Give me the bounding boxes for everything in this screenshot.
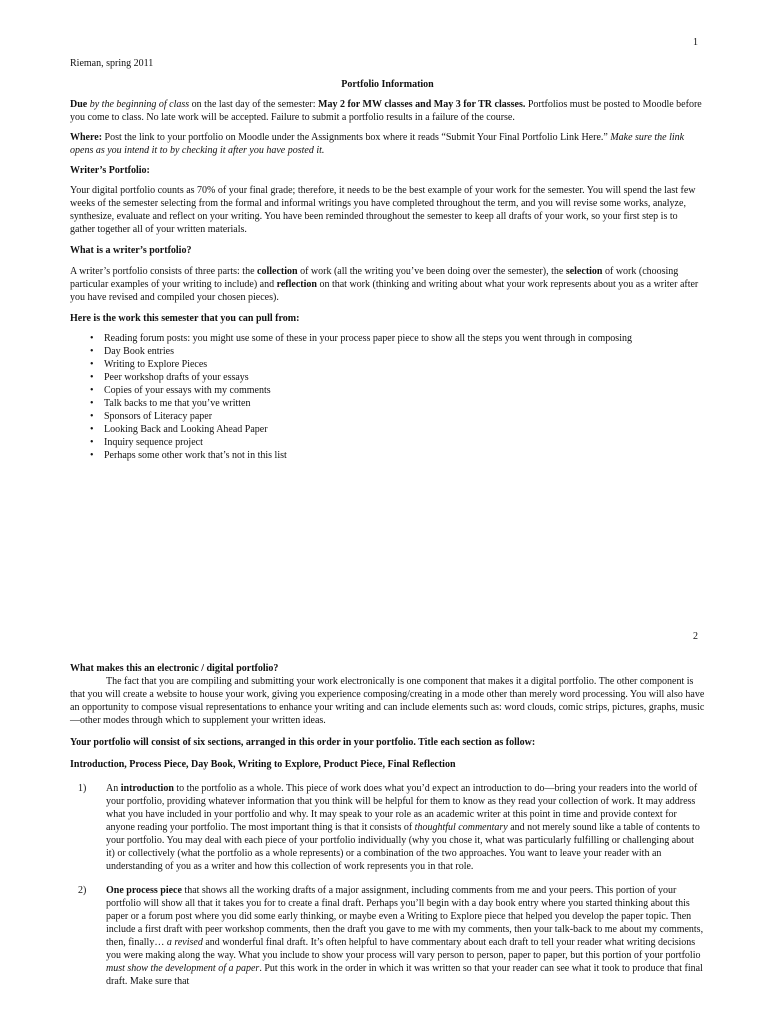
what-is-text-3: of work (choosing particular examples of your writing to include) and xyxy=(70,266,679,290)
page-number: 1 xyxy=(693,37,698,48)
item-text: . Put this work in the order in which it was written so that your reader can see what it took to produce that final draft. Make sure that xyxy=(106,963,703,987)
process-piece-term: One process piece xyxy=(106,885,182,896)
item-text: and wonderful final draft. It’s often helpful to have commentary about each draft to tell your reader what writing decisions you were making along the way. What you include to show your process will vary person to person, paper to paper, but this portion of your portfolio xyxy=(106,937,701,961)
due-paragraph xyxy=(70,98,705,124)
item-number: 2) xyxy=(78,885,87,896)
revised-term: a revised xyxy=(166,937,203,948)
document-title: Portfolio Information xyxy=(341,79,434,90)
list-item: • Inquiry sequence project xyxy=(104,436,705,449)
collection-term: collection xyxy=(257,266,298,277)
development-term: must show the development of a paper xyxy=(106,963,260,974)
item-text: to the portfolio as a whole. This piece of work does what you’d expect an introduction to do—bring your readers into the world of your portfolio, providing whatever information that you think will be helpful for them to know as they read your collection of work. It may address what you have included in your portfolio and why. It may speak to your role as an academic writer at this point in time and provide context for anyone reading your portfolio. The most important thing is that it consists of xyxy=(106,783,698,833)
list-item: • Writing to Explore Pieces xyxy=(104,358,705,371)
item-number: 1) xyxy=(78,783,87,794)
list-item: • Sponsors of Literacy paper xyxy=(104,410,705,423)
work-heading: Here is the work this semester that you can pull from: xyxy=(70,313,300,324)
item-text: and not merely sound like a table of contents to your portfolio. You may deal with each piece of your portfolio individually (why you chose it, what was particularly fulfilling or challenging about it) or collectively (what the portfolio as a whole represents) or a combination of the two approaches. You want to leave your reader with an understanding of you as a writer and how this collection of work represents you in that role. xyxy=(106,822,700,872)
section-item-process-piece xyxy=(78,884,705,988)
work-list xyxy=(70,332,705,462)
page-number-2: 2 xyxy=(693,631,698,642)
list-item: • Copies of your essays with my comments xyxy=(104,384,705,397)
electronic-heading: What makes this an electronic / digital portfolio? xyxy=(70,663,279,674)
section-item-introduction xyxy=(78,782,705,873)
six-sections-heading: Your portfolio will consist of six sections, arranged in this order in your portfolio. Title each section as follow: xyxy=(70,737,536,748)
where-italic: Make sure the link opens as you intend it to by checking it after you have posted it. xyxy=(70,132,685,156)
due-dates: May 2 for MW classes and May 3 for TR classes. xyxy=(318,99,526,110)
writers-portfolio-heading: Writer’s Portfolio: xyxy=(70,165,150,176)
writers-portfolio-text: Your digital portfolio counts as 70% of your final grade; therefore, it needs to be the best example of your work for the semester. You will spend the last few weeks of the semester selecting from the formal and informal writings you have completed throughout the term, and you will revise some works, analyze, synthesize, evaluate and reflect on your writing. You have been reminded throughout the semester to keep all drafts of your work, so your first step is to gather together all of your written materials. xyxy=(70,185,696,235)
what-is-text-1: A writer’s portfolio consists of three parts: the xyxy=(70,266,258,277)
thoughtful-commentary-term: thoughtful commentary xyxy=(414,822,508,833)
sections-list xyxy=(70,782,705,988)
what-is-paragraph xyxy=(70,265,705,304)
due-label: Due xyxy=(70,99,88,110)
list-item: • Reading forum posts: you might use some of these in your process paper piece to show all the steps you went through in composing xyxy=(104,332,705,345)
list-item: • Perhaps some other work that’s not in this list xyxy=(104,449,705,462)
list-item: • Day Book entries xyxy=(104,345,705,358)
introduction-term: introduction xyxy=(120,783,174,794)
where-text: Post the link to your portfolio on Moodle under the Assignments box where it reads “Submit Your Final Portfolio Link Here.” xyxy=(102,132,611,143)
page-2-content xyxy=(70,662,705,988)
list-item: • Looking Back and Looking Ahead Paper xyxy=(104,423,705,436)
where-label: Where: xyxy=(70,132,103,143)
reflection-term: reflection xyxy=(276,279,317,290)
page-1-content xyxy=(70,57,705,462)
selection-term: selection xyxy=(565,266,603,277)
item-text: An xyxy=(106,783,121,794)
section-titles: Introduction, Process Piece, Day Book, Writing to Explore, Product Piece, Final Reflection xyxy=(70,759,456,770)
list-item: • Talk backs to me that you’ve written xyxy=(104,397,705,410)
due-italic: by the beginning of class xyxy=(87,99,190,110)
what-is-heading: What is a writer’s portfolio? xyxy=(70,245,192,256)
what-is-text-4: on that work (thinking and writing about what your work represents about you as a writer after you have revised and compiled your chosen pieces). xyxy=(70,279,699,303)
list-item: • Peer workshop drafts of your essays xyxy=(104,371,705,384)
due-text-2: Portfolios must be posted to Moodle before you come to class. No late work will be accepted. Failure to submit a portfolio results in a failure of the course. xyxy=(70,99,702,123)
electronic-text: The fact that you are compiling and submitting your work electronically is one component that makes it a digital portfolio. The other component is that you will create a website to house your work, giving you experience composing/creating in a mode other than merely word processing. You will also have an opportunity to compose visual representations to enhance your writing and can include elements such as: word clouds, comic strips, pictures, graphs, music—other modes through which to supplement your written ideas. xyxy=(70,676,705,726)
what-is-text-2: of work (all the writing you’ve been doing over the semester), the xyxy=(297,266,566,277)
where-paragraph xyxy=(70,131,705,157)
document-header: Rieman, spring 2011 xyxy=(70,58,154,69)
item-text: that shows all the working drafts of a major assignment, including comments from me and your peers. This portion of your portfolio will show all that it takes you for to create a final draft. Perhaps you’ll begin with a day book entry where you started thinking about this paper or a forum post where you did some early thinking, or maybe even a Writing to Explore piece that helped you develop the paper topic. Then include a first draft with peer workshop comments, then the draft you gave to me with my comments, then your talk-back to me about my comments, then, finally… xyxy=(106,885,704,948)
due-text: on the last day of the semester: xyxy=(189,99,319,110)
